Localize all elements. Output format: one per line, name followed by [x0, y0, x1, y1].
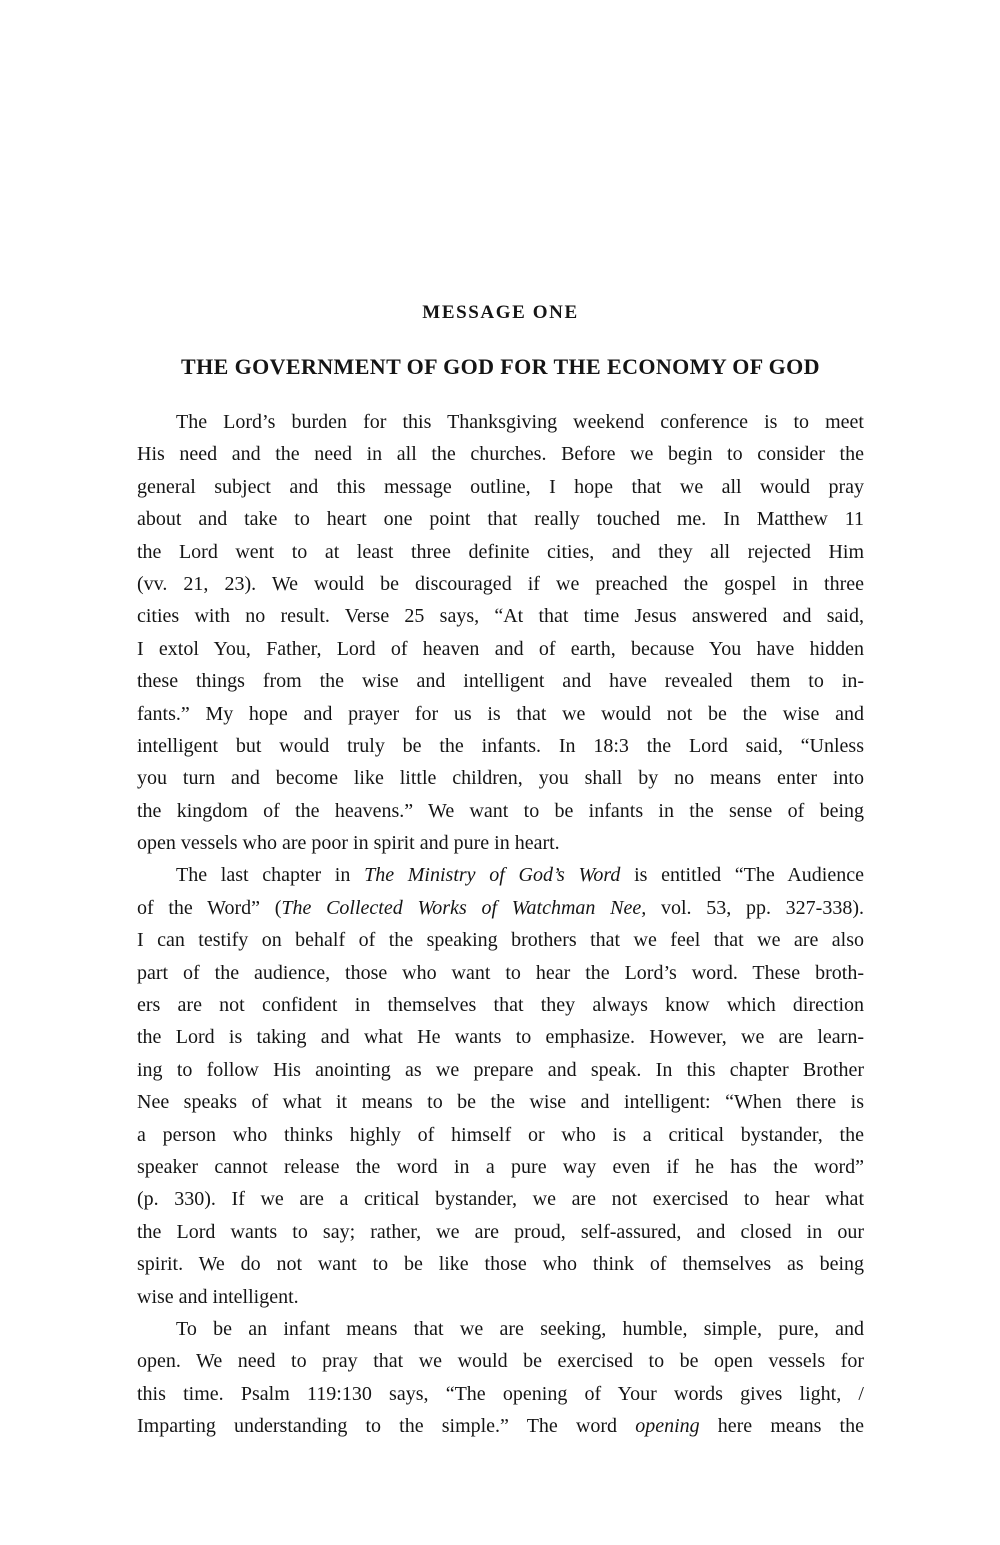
text-segment: general subject and this message outline, I hope that we all would pray	[137, 475, 864, 498]
text-segment: these things from the wise and intelligent and have revealed them to in-	[137, 670, 864, 693]
text-line	[137, 1183, 864, 1215]
text-line	[137, 1345, 864, 1377]
text-segment: I can testify on behalf of the speaking brothers that we feel that we are also	[137, 929, 864, 952]
text-segment: part of the audience, those who want to hear the Lord’s word. These broth-	[137, 961, 864, 984]
text-segment: this time. Psalm 119:130 says, “The opening of Your words gives light, /	[137, 1382, 864, 1405]
text-segment: The last chapter in	[176, 864, 365, 887]
text-line	[137, 1151, 864, 1183]
paragraph	[137, 406, 864, 859]
text-line	[137, 1313, 864, 1345]
text-line	[137, 1216, 864, 1248]
paragraph	[137, 859, 864, 1312]
text-segment: wise and intelligent.	[137, 1285, 299, 1308]
text-segment: speaker cannot release the word in a pure way even if he has the word”	[137, 1155, 864, 1178]
text-line	[137, 762, 864, 794]
text-line	[137, 406, 864, 438]
text-line	[137, 698, 864, 730]
text-line	[137, 1021, 864, 1053]
text-line	[137, 957, 864, 989]
body-text	[137, 406, 864, 1443]
text-segment: open. We need to pray that we would be exercised to be open vessels for	[137, 1350, 864, 1373]
text-line	[137, 665, 864, 697]
text-segment: the Lord went to at least three definite cities, and they all rejected Him	[137, 540, 864, 563]
text-segment: Nee speaks of what it means to be the wise and intelligent: “When there is	[137, 1091, 864, 1114]
text-segment: (vv. 21, 23). We would be discouraged if we preached the gospel in three	[137, 572, 864, 595]
text-line	[137, 438, 864, 470]
text-segment: (p. 330). If we are a critical bystander, we are not exercised to hear what	[137, 1188, 864, 1211]
text-line	[137, 795, 864, 827]
text-segment: The Lord’s burden for this Thanksgiving weekend conference is to meet	[176, 411, 864, 433]
italic-text: The Ministry of God’s Word	[364, 864, 621, 887]
italic-text: opening	[635, 1415, 700, 1438]
text-segment: spirit. We do not want to be like those who think of themselves as being	[137, 1253, 864, 1276]
text-line	[137, 1248, 864, 1280]
text-segment: open vessels who are poor in spirit and pure in heart.	[137, 832, 560, 855]
text-line	[137, 892, 864, 924]
text-segment: cities with no result. Verse 25 says, “At that time Jesus answered and said,	[137, 605, 864, 628]
text-segment: the kingdom of the heavens.” We want to be infants in the sense of being	[137, 799, 864, 822]
text-segment: ers are not confident in themselves that they always know which direction	[137, 994, 864, 1017]
text-line	[137, 1119, 864, 1151]
text-line	[137, 989, 864, 1021]
text-segment: vol. 53, pp. 327-338).	[646, 896, 864, 919]
text-line	[137, 568, 864, 600]
text-segment: intelligent but would truly be the infants. In 18:3 the Lord said, “Unless	[137, 734, 864, 757]
message-number-heading: MESSAGE ONE	[422, 302, 579, 323]
text-segment: you turn and become like little children, you shall by no means enter into	[137, 767, 864, 790]
text-segment: fants.” My hope and prayer for us is that we would not be the wise and	[137, 702, 864, 725]
text-segment: To be an infant means that we are seeking, humble, simple, pure, and	[176, 1317, 864, 1340]
text-segment: I extol You, Father, Lord of heaven and of earth, because You have hidden	[137, 637, 864, 660]
text-line	[137, 1281, 864, 1313]
text-line	[137, 1410, 864, 1442]
text-block	[137, 302, 864, 1443]
text-segment: here means the	[699, 1415, 864, 1438]
text-segment: is entitled “The Audience	[620, 864, 864, 887]
text-segment: Imparting understanding to the simple.” The word	[137, 1415, 636, 1438]
text-line	[137, 859, 864, 891]
text-segment: the Lord wants to say; rather, we are proud, self-assured, and closed in our	[137, 1220, 864, 1243]
text-line	[137, 730, 864, 762]
text-line	[137, 536, 864, 568]
text-segment: about and take to heart one point that really touched me. In Matthew 11	[137, 508, 864, 531]
text-line	[137, 503, 864, 535]
text-segment: of the Word” (	[137, 896, 282, 919]
text-line	[137, 924, 864, 956]
text-segment: a person who thinks highly of himself or who is a critical bystander, the	[137, 1123, 864, 1146]
message-title-heading: THE GOVERNMENT OF GOD FOR THE ECONOMY OF GOD	[181, 354, 820, 379]
text-segment: the Lord is taking and what He wants to emphasize. However, we are learn-	[137, 1026, 864, 1049]
text-line	[137, 600, 864, 632]
text-line	[137, 471, 864, 503]
paragraph	[137, 1313, 864, 1443]
italic-text: The Collected Works of Watchman Nee,	[281, 896, 647, 919]
text-segment: ing to follow His anointing as we prepare and speak. In this chapter Brother	[137, 1058, 864, 1081]
text-segment: His need and the need in all the churches. Before we begin to consider the	[137, 443, 864, 466]
text-line	[137, 827, 864, 859]
text-line	[137, 1378, 864, 1410]
text-line	[137, 633, 864, 665]
text-line	[137, 1086, 864, 1118]
text-line	[137, 1054, 864, 1086]
